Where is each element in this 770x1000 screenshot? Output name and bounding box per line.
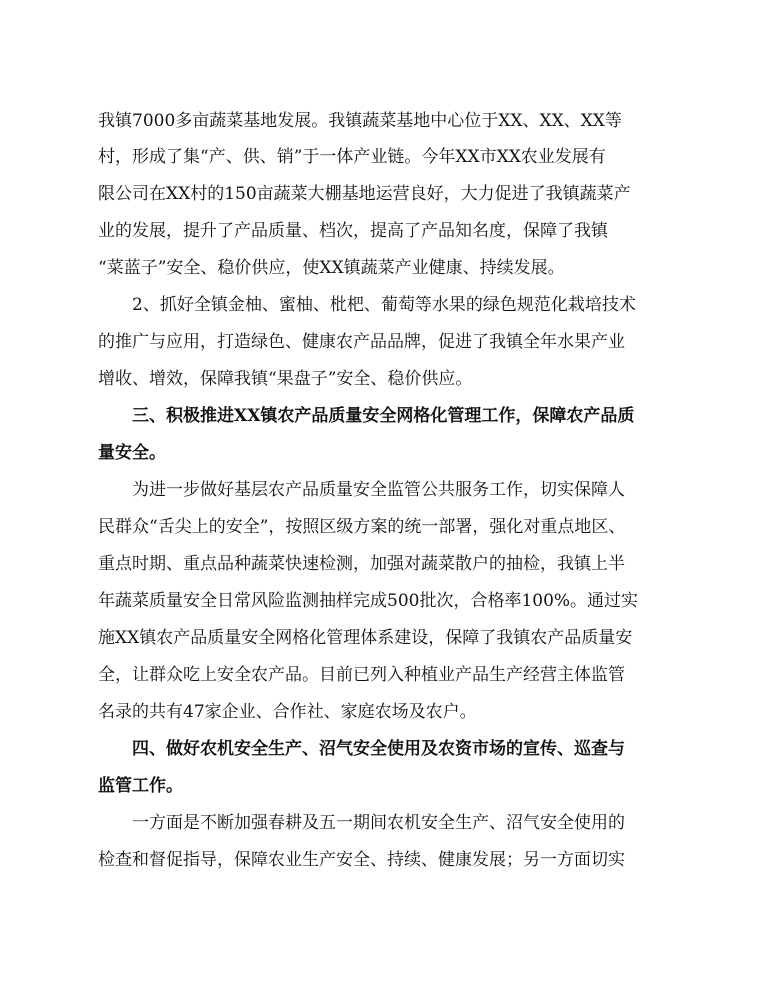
text-line: 我镇7000多亩蔬菜基地发展。我镇蔬菜基地中心位于XX、XX、XX等 bbox=[98, 111, 622, 131]
text-line: 重点时期、重点品种蔬菜快速检测，加强对蔬菜散户的抽检，我镇上半 bbox=[98, 554, 625, 574]
text-line: 增收、增效，保障我镇“果盘子”安全、稳价供应。 bbox=[98, 369, 473, 389]
text-line: 民群众“舌尖上的安全”，按照区级方案的统一部署，强化对重点地区、 bbox=[98, 517, 626, 537]
text-line: 限公司在XX村的150亩蔬菜大棚基地运营良好，大力促进了我镇蔬菜产 bbox=[98, 184, 631, 204]
paragraph-start-line: 一方面是不断加强春耕及五一期间农机安全生产、沼气安全使用的 bbox=[132, 813, 625, 833]
text-line: 施XX镇农产品质量安全网格化管理体系建设，保障了我镇农产品质量安 bbox=[98, 628, 633, 648]
text-line: 的推广与应用，打造绿色、健康农产品品牌，促进了我镇全年水果产业 bbox=[98, 332, 625, 352]
text-line: “菜蓝子”安全、稳价供应，使XX镇蔬菜产业健康、持续发展。 bbox=[98, 258, 565, 278]
paragraph-start-line: 2、抓好全镇金柚、蜜柚、枇杷、葡萄等水果的绿色规范化栽培技术 bbox=[132, 295, 636, 315]
paragraph-start-line: 为进一步做好基层农产品质量安全监管公共服务工作，切实保障人 bbox=[132, 480, 625, 500]
text-line: 村，形成了集“产、供、销”于一体产业链。今年XX市XX农业发展有 bbox=[98, 147, 606, 167]
text-line: 名录的共有47家企业、合作社、家庭农场及农户。 bbox=[98, 702, 477, 722]
text-line: 业的发展，提升了产品质量、档次，提高了产品知名度，保障了我镇 bbox=[98, 221, 608, 241]
text-line: 全，让群众吃上安全农产品。目前已列入种植业产品生产经营主体监管 bbox=[98, 665, 625, 685]
text-line: 检查和督促指导，保障农业生产安全、持续、健康发展；另一方面切实 bbox=[98, 850, 625, 870]
section-heading-four: 四、做好农机安全生产、沼气安全使用及农资市场的宣传、巡查与 bbox=[132, 739, 625, 759]
section-heading-three-cont: 量安全。 bbox=[98, 443, 166, 463]
text-line: 年蔬菜质量安全日常风险监测抽样完成500批次，合格率100%。通过实 bbox=[98, 591, 639, 611]
section-heading-four-cont: 监管工作。 bbox=[98, 776, 183, 796]
section-heading-three: 三、积极推进XX镇农产品质量安全网格化管理工作，保障农产品质 bbox=[132, 406, 635, 426]
